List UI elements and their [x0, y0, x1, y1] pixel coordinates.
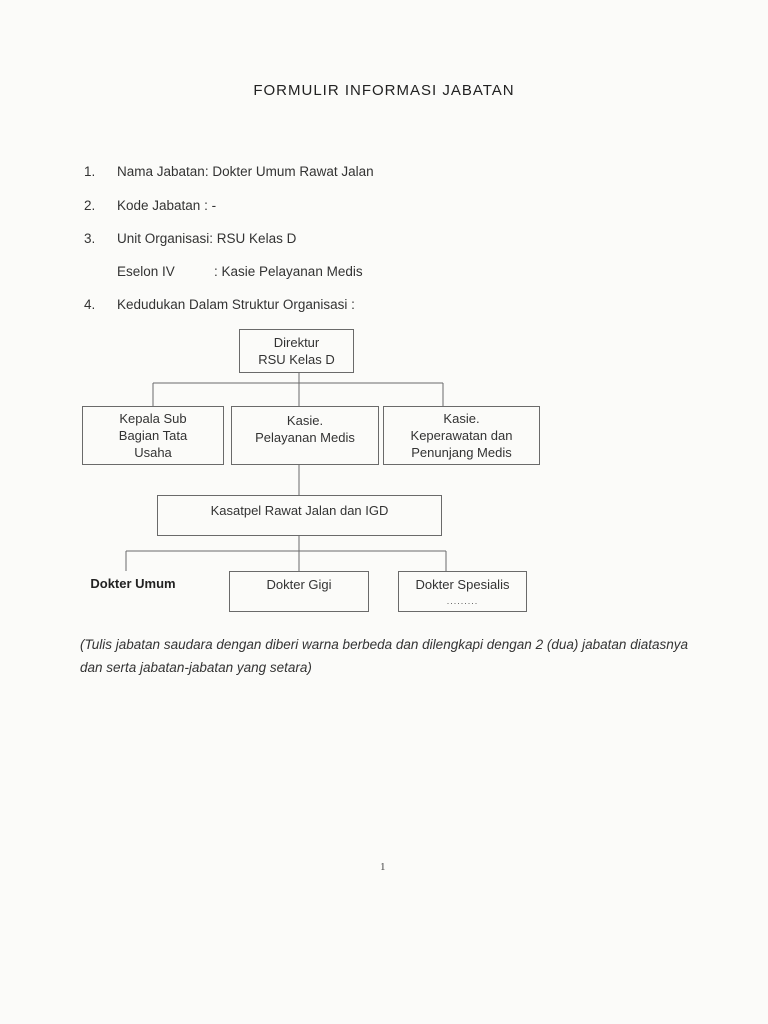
org-box-keperawatan-line1: Kasie.: [443, 411, 480, 426]
org-box-kepala-line3: Usaha: [134, 445, 172, 460]
item-2-number: 2.: [84, 198, 96, 213]
item-1-number: 1.: [84, 164, 96, 179]
item-3-value: : RSU Kelas D: [209, 231, 297, 246]
org-box-kasatpel-label: Kasatpel Rawat Jalan dan IGD: [210, 503, 389, 518]
item-2-label-text: Kode Jabatan: [117, 198, 201, 213]
org-box-dokter-umum: [69, 571, 197, 611]
page-title: FORMULIR INFORMASI JABATAN: [253, 82, 515, 99]
item-3-number: 3.: [84, 231, 96, 246]
eselon-label: Eselon IV: [117, 264, 175, 279]
org-box-dokter-umum-label: Dokter Umum: [90, 576, 176, 591]
org-box-dokter-spesialis-dots: .........: [446, 596, 479, 606]
item-2-value: : -: [204, 198, 217, 213]
org-box-kepala-sub-bagian: [82, 406, 224, 465]
org-box-dokter-spesialis-label: Dokter Spesialis: [415, 577, 510, 592]
item-4-label-text: Kedudukan Dalam Struktur Organisasi: [117, 297, 348, 312]
org-box-kepala-line2: Bagian Tata: [118, 428, 188, 443]
item-1-label-text: Nama Jabatan: [117, 164, 205, 179]
org-box-pelayanan-line2: Pelayanan Medis: [255, 430, 355, 445]
org-box-pelayanan-line1: Kasie.: [286, 413, 324, 428]
org-box-keperawatan-line2: Keperawatan dan: [410, 428, 513, 443]
item-3-label-text: Unit Organisasi: [117, 231, 210, 246]
org-box-kasatpel: [157, 495, 442, 536]
instruction-note: (Tulis jabatan saudara dengan diberi warna berbeda dan dilengkapi dengan 2 (dua) jabatan diatasnya dan serta jabatan-jabatan yang setara): [80, 637, 688, 675]
org-box-kasie-pelayanan-medis: [231, 406, 379, 465]
item-4-value: :: [351, 297, 355, 312]
org-box-kasie-keperawatan: [383, 406, 540, 465]
org-box-direktur-line2: RSU Kelas D: [258, 352, 335, 367]
org-box-dokter-gigi: [229, 571, 369, 612]
org-box-dokter-gigi-label: Dokter Gigi: [266, 577, 332, 592]
page-number: 1: [380, 861, 386, 873]
org-box-direktur: [239, 329, 354, 373]
org-box-dokter-spesialis: [398, 571, 527, 612]
org-box-kepala-line1: Kepala Sub: [119, 411, 187, 426]
item-4-number: 4.: [84, 297, 96, 312]
org-box-keperawatan-line3: Penunjang Medis: [411, 445, 512, 460]
eselon-value: : Kasie Pelayanan Medis: [214, 264, 363, 279]
item-1-value: : Dokter Umum Rawat Jalan: [204, 164, 374, 179]
org-box-direktur-line1: Direktur: [273, 335, 320, 350]
